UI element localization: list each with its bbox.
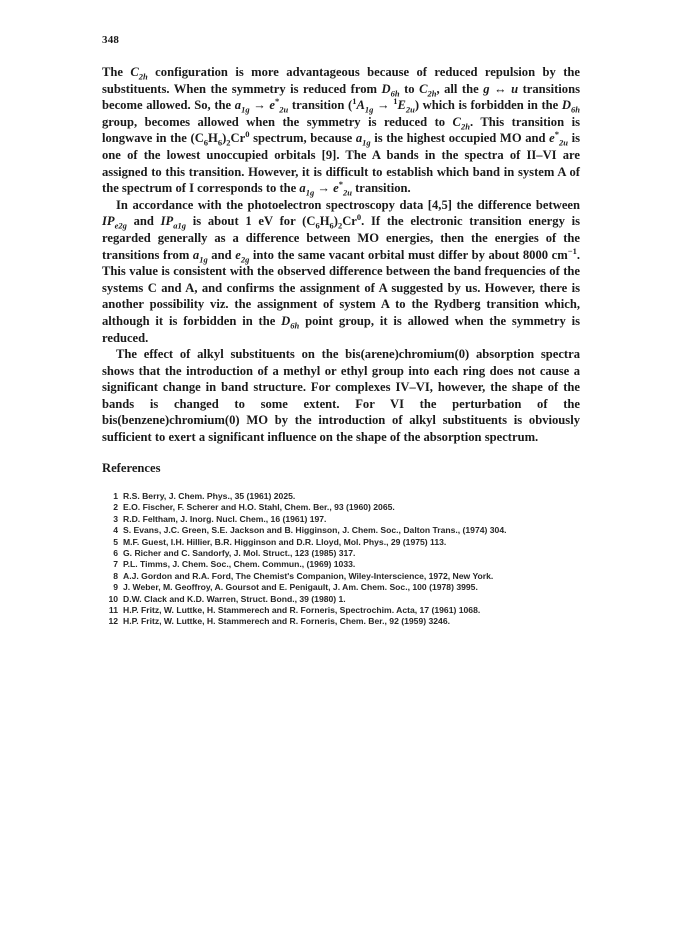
text-run: . If the electronic transition energy is regarded generally as a difference between MO energies, then the energies of the transitions from [102, 214, 580, 262]
text-run: 2h [427, 88, 437, 99]
paragraph [102, 346, 580, 446]
text-run: 1g [241, 104, 250, 115]
text-run: → [314, 181, 334, 196]
text-run: * [275, 96, 280, 106]
text-run: a [192, 247, 200, 262]
text-run: , all the [436, 81, 484, 96]
text-run: 2u [342, 187, 352, 198]
text-run: E [397, 98, 406, 113]
reference-text: R.D. Feltham, J. Inorg. Nucl. Chem., 16 (1961) 197. [123, 513, 327, 524]
text-run: and [207, 247, 236, 262]
text-run: spectrum, because [249, 131, 356, 146]
text-run: 6 [203, 137, 209, 148]
reference-number: 8 [113, 570, 118, 581]
reference-number: 6 [113, 548, 118, 559]
text-run: 6 [315, 220, 320, 231]
reference-text: E.O. Fischer, F. Scherer and H.O. Stahl, Chem. Ber., 93 (1960) 2065. [123, 502, 395, 513]
reference-item [102, 491, 580, 502]
text-run: transition. [351, 181, 411, 196]
text-run: e [333, 181, 339, 196]
reference-number: 11 [108, 605, 118, 616]
text-run: 2u [558, 137, 568, 148]
reference-text: M.F. Guest, I.H. Hillier, B.R. Higginson and D.R. Lloyd, Mol. Phys., 29 (1975) 113. [123, 536, 447, 547]
text-run: Cr [342, 214, 357, 229]
reference-number: 3 [113, 513, 118, 524]
text-run: 6 [217, 137, 223, 148]
reference-number: 12 [108, 616, 118, 627]
text-run: and [126, 214, 161, 229]
text-run: 6 [329, 220, 334, 231]
text-run: H [319, 214, 330, 229]
reference-text: A.J. Gordon and R.A. Ford, The Chemist's Companion, Wiley-Interscience, 1972, New York. [123, 570, 494, 581]
reference-text: J. Weber, M. Geoffroy, A. Goursot and E. Penigault, J. Am. Chem. Soc., 100 (1978) 3995. [123, 582, 478, 593]
text-run: The effect of alkyl substituents on the bis(arene)chromium(0) absorption spectra shows that the introduction of a methyl or ethyl group into each ring does not cause a significant change in band structure. For complexes IV–VI, however, the shape of the bands is changed to some extent. For VI the perturbation of the bis(benzene)chromium(0) MO by the introduction of alkyl substituents is obviously sufficient to exert a significant influence on the shape of the absorption spectrum. [102, 347, 580, 445]
reference-text: G. Richer and C. Sandorfy, J. Mol. Struct., 123 (1985) 317. [123, 548, 356, 559]
text-run: e [549, 131, 555, 146]
reference-item [102, 514, 580, 525]
text-run: e [235, 247, 241, 262]
reference-number: 1 [113, 491, 118, 501]
reference-item [102, 559, 580, 570]
reference-item [102, 594, 580, 605]
reference-item [102, 571, 580, 582]
text-run: The [102, 65, 131, 79]
reference-number: 10 [108, 593, 118, 604]
paragraph [102, 197, 580, 346]
reference-item [102, 525, 580, 536]
text-run: ↔ [489, 81, 512, 96]
text-run: ) which is forbidden in the [414, 98, 562, 113]
text-run: 1 [393, 96, 398, 106]
text-run: 0 [356, 212, 362, 223]
text-run: to [399, 81, 420, 96]
text-run: → [373, 98, 394, 113]
text-run: configuration is more advantageous because of reduced repulsion by the substituents. When the symmetry is reduced from [102, 65, 580, 96]
text-run: H [208, 131, 218, 146]
reference-item [102, 502, 580, 513]
paragraph [102, 64, 580, 197]
text-run: a [355, 131, 363, 146]
text-run: e [269, 98, 276, 113]
text-run: u [511, 81, 519, 96]
text-run: A [356, 98, 365, 113]
text-run: . This value is consistent with the observed difference between the band frequencies of the systems C and A, and confirms the assignment of A suggested by us. However, there is another possibility viz. the assignment of system A to the Rydberg transition which, although it is forbidden in the [102, 247, 581, 328]
reference-number: 9 [113, 582, 118, 593]
text-run: * [338, 178, 343, 189]
text-run: 1g [364, 104, 374, 115]
text-run: . This transition is longwave in the (C [102, 114, 580, 146]
reference-item [102, 582, 580, 593]
reference-item [102, 537, 580, 548]
reference-number: 5 [113, 536, 118, 547]
text-run: 2 [226, 137, 231, 148]
text-run: * [554, 129, 559, 140]
text-run: a [299, 181, 306, 196]
page-number: 348 [102, 34, 120, 46]
text-run: IP [102, 214, 115, 229]
text-run: is the highest occupied MO and [370, 131, 550, 146]
reference-text: H.P. Fritz, W. Luttke, H. Stammerech and R. Forneris, Chem. Ber., 92 (1959) 3246. [123, 616, 450, 627]
text-run: is one of the lowest unoccupied orbitals [9]. The A bands in the spectra of II–VI are assigned to this transition. However, it is difficult to establish which band in system A of the spectrum of I corresponds to the [102, 131, 580, 196]
text-run: −1 [567, 245, 577, 256]
reference-text: R.S. Berry, J. Chem. Phys., 35 (1961) 2025. [123, 491, 296, 501]
text-run: 2h [460, 121, 470, 132]
text-run: 2g [240, 254, 250, 265]
text-run: group, becomes allowed when the symmetry is reduced to [102, 114, 453, 129]
text-run: 6h [290, 320, 300, 331]
text-run: D [381, 81, 391, 96]
text-run: a [234, 98, 242, 113]
text-run: 6h [571, 104, 580, 115]
reference-number: 7 [113, 559, 118, 570]
text-run: IP [160, 214, 174, 229]
reference-item [102, 548, 580, 559]
reference-text: H.P. Fritz, W. Luttke, H. Stammerech and R. Forneris, Spectrochim. Acta, 17 (1961) 1068. [123, 605, 481, 616]
reference-item [102, 616, 580, 627]
text-run: D [281, 313, 291, 328]
text-run: → [249, 98, 270, 113]
body-text [102, 64, 580, 446]
text-run: 2u [405, 104, 415, 115]
text-run: D [561, 98, 572, 113]
text-run: C [452, 114, 461, 129]
text-run: C [419, 81, 428, 96]
text-run: 2h [138, 71, 148, 82]
text-run: is about 1 eV for (C [185, 214, 316, 229]
text-run: 1g [305, 187, 315, 198]
reference-number: 4 [113, 525, 118, 536]
text-run: transition ( [288, 98, 353, 113]
text-run: In accordance with the photoelectron spectroscopy data [4,5] the difference between [116, 197, 580, 212]
text-run: into the same vacant orbital must differ by about 8000 cm [249, 247, 568, 262]
text-run: 1 [352, 96, 357, 106]
text-run: Cr [230, 131, 246, 146]
text-run: 0 [245, 129, 250, 140]
reference-text: P.L. Timms, J. Chem. Soc., Chem. Commun., (1969) 1033. [123, 559, 356, 570]
text-run: transitions become allowed. So, the [102, 81, 580, 113]
text-run: g [483, 81, 490, 96]
text-run: 1g [199, 254, 208, 265]
text-run: point group, it is allowed when the symmetry is reduced. [102, 313, 580, 345]
text-run: 2u [279, 104, 289, 115]
reference-text: S. Evans, J.C. Green, S.E. Jackson and B. Higginson, J. Chem. Soc., Dalton Trans., (1974) 304. [123, 525, 507, 536]
text-run: ) [333, 214, 338, 229]
reference-item [102, 605, 580, 616]
text-run: 2 [337, 220, 343, 231]
text-run: e2g [114, 220, 127, 231]
text-run: 1g [362, 137, 371, 148]
reference-text: D.W. Clack and K.D. Warren, Struct. Bond., 39 (1980) 1. [123, 593, 346, 604]
references-heading: References [102, 461, 161, 475]
text-run: C [130, 65, 139, 79]
text-run: a1g [173, 220, 186, 231]
text-run: 6h [390, 88, 400, 99]
reference-number: 2 [113, 502, 118, 513]
references-list [102, 491, 580, 628]
text-run: ) [222, 131, 227, 146]
